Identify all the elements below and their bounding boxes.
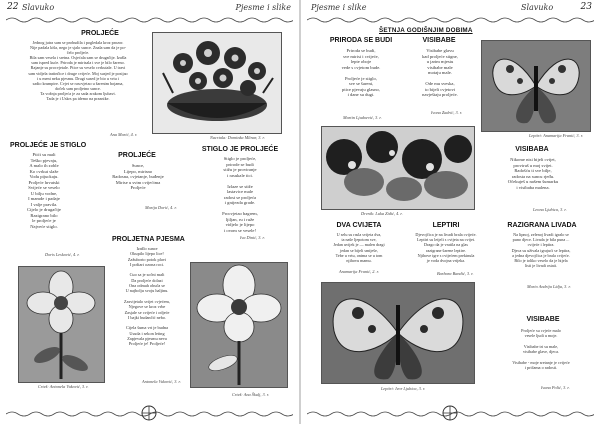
poem-author-proljece-2: Marija Dorić, 4. r.: [145, 205, 177, 210]
flower-basket-drawing: [152, 32, 282, 134]
poem-author-priroda-se-budi: Martin Ljudoević, 3. r.: [343, 115, 382, 120]
caption-tree-collage: Drvnik: Luka Zidić, 4. r.: [361, 211, 403, 216]
poem-author-stiglo-je-proljece: Iva Dinić, 3. r.: [240, 235, 265, 240]
poem-title-proljece: PROLJEĆE: [81, 30, 119, 37]
caption-butterfly-top: Leptiri: Anamarija Franić, 3. r.: [529, 133, 583, 138]
poem-text-proljece-je-stiglo: Ptići su mali Teško pjevaju, A malo ih zoble Ko cvrkut slaže Vodu pijuckaju. Proljeće hrvatski Svijeće se veselo U bilju vodne, I mamde i padaje I valje pravila. Cijelo je drugačije Razigrano bilo le proljeće je Najveće stiglo.: [27, 152, 61, 229]
poem-author-visibabe-1: Ivona Zadrić, 3. r.: [431, 110, 463, 115]
poem-text-leptiri: Djevojčica je na livadi brala cvijeće. Leptiri su letjeli s cvijeta na cvijet. Drago da je vratila na glas razigrane šarene leptire. Njihove igre s cvijećem prekinula je voda dvojna vrijeka.: [415, 232, 477, 264]
poem-text-stiglo-je-proljece: Stiglo je proljeće, prirode se budi stižu je proviranje i rasukale tici. Izlaze se stiže lastavice male radost se proljeća i gnijezda grade. Procvjetao bagrem, ljiljan, ru i ruže vidjelo je lijepo i ovom se vesele!: [222, 156, 258, 233]
poem-author-proljetna-pjesma: Antonela Vuković, 3. r.: [142, 379, 181, 384]
poem-title-dva-cvijeta: DVA CVIJETA: [336, 222, 382, 229]
butterfly-drawing-top: [481, 40, 591, 132]
left-page: [0, 0, 299, 424]
caption-flower-right: Crtež: Ana Škulj, 3. r.: [232, 392, 270, 397]
tree-collage-drawing: [321, 126, 475, 210]
poem-author-razigrana-livada: Mario Andrija Lidja, 3. r.: [527, 284, 571, 289]
poem-title-razigrana-livada: RAZIGRANA LIVADA: [507, 222, 577, 229]
poem-text-priroda-se-budi: Priroda se budi, sve mirisi i cvijeće, lepte oboje vede s cvjetom bude. Proljeće je stiglo, sve se šareni, ptice pjevaju glasno, i dane su dugi.: [341, 48, 381, 97]
caption-basket: Nacrtala: Dominka Mlinar, 3. r.: [210, 135, 265, 140]
poem-text-visibaba: Nikome nisi bijeli cvijet, proviruš u moj svijet. Radošću ti sve bilje, radosta na suncu rjeđu. Očekuješ u našem šumarku i visibaba malena.: [507, 157, 559, 190]
poem-author-leptiri: Barbara Bandić, 3. r.: [437, 271, 474, 276]
header-wave-decoration-right: [307, 16, 594, 24]
poem-title-proljece-je-stiglo: PROLJEĆE JE STIGLO: [10, 142, 87, 149]
poem-title-visibabe-1: VISIBABE: [422, 37, 456, 44]
poem-title-proljece-2: PROLJEĆE: [118, 152, 156, 159]
page-number-left: 22: [7, 2, 19, 12]
poem-text-proljece: Jednog jutra sam se probudila i pogledala kroz prozor. Nije padala kiša, nego je sjalo sunce. Znala sam da je po- čelo proljeće. Bila sam vesela i sretna. Osjećala sam se drugačije. Izašla sam ispred kuće. Priroda je mirisala i sve je bilo šareno. Rajanje su procvjetale. Ptice su veselo cvrkutale. U travi sam vidjela tratinčice i druge cvijeće. Moj susjed je posijao i u meni neku pjesmu. Drugi sused je bio u vrtu i sadio krumpire. Cvjet se rascvjetao u šarenim bojama, doček sam proljetno sunce. Ta vožnja proljeća je za sada zrakom ljubavi. Tada je i Uskrs pa idemo na praznike.: [28, 40, 128, 102]
poem-title-stiglo-je-proljece: STIGLO JE PROLJEĆE: [201, 146, 279, 153]
poem-title-priroda-se-budi: PRIRODA SE BUDI: [329, 37, 393, 44]
ornament-icon: [140, 404, 158, 422]
header-right-right: Slavuko: [521, 3, 554, 12]
poem-author-visibaba: Leona Ljubica, 3. r.: [533, 207, 567, 212]
flower-drawing-bottom-left: [18, 266, 105, 383]
poem-text-visibabe-2: Proljeće su cvjeće malo vesele ljudi u moje. Visibabe tri su male, visibabe glave, djeca. Visibabe - moje sretanje je cvijeće i pričama o radosti.: [512, 328, 570, 371]
header-wave-decoration: [6, 16, 293, 24]
header-left: Slavuko: [22, 3, 55, 12]
poem-author-proljece: Ana Marić, 4. r.: [110, 132, 138, 137]
poem-text-proljece-2: Sunce, Lijepo, mirisno Radosna, cvjetanje, buđenje Mirise u svim cvijećima Proljeće: [112, 163, 164, 190]
caption-flower-left: Crtež: Antonela Vuković, 3. r.: [38, 384, 89, 389]
poem-title-visibaba: VISIBABA: [515, 146, 549, 153]
right-page: [301, 0, 600, 424]
poem-title-visibabe-2: VISIBABE: [526, 316, 560, 323]
flower-drawing-bottom-right: [190, 262, 288, 388]
poem-text-proljetna-pjesma: Izašlo sunce Okupilo lijepo lice! Zažuborio potok plavi I poštari ozona roci. Cuo sa je sočni mali Da proljeće dolazi Ona odmah obuča se U najbolju svoju haljinu. Zasvijetalo svijet cvjećem, Njegove se kroz vrbe Zasjale se cvijeće i odjeće I bajki budančić nebo. Cijela šuma vrt je budna Usuda i sekon leting Zapjevala pjesmu neva Proljeće je! Proljeće!: [124, 246, 170, 347]
section-title: ŠETNJA GODIŠNJIM DOBIMA: [379, 27, 473, 34]
poem-author-visibabe-2: Ivana Polić, 3. r.: [541, 385, 570, 390]
poem-text-visibabe-1: Visibabe glavu kad proljeće stigne, u jarim mjestu visibabe male motaju male. Ode mu sveska, to bijeli cvjetovi navještaju proljeće.: [422, 48, 458, 97]
butterfly-drawing-bottom: [321, 282, 475, 384]
header-left-right: Pjesme i slike: [311, 3, 367, 12]
header-right: Pjesme i slike: [235, 3, 291, 12]
page-number-right: 23: [580, 2, 592, 12]
poem-author-proljece-je-stiglo: Doris Lesković, 4. r.: [45, 252, 80, 257]
poem-text-dva-cvijeta: U selu su rasla svijeta dva, ta naše ljepotom sve, Jedan uvijek je — malen dragi jedan se bijeli smiješe, Tebe u vrtu, onima se u tom njihovu mamu.: [333, 232, 385, 264]
poem-title-proljetna-pjesma: PROLJETNA PJESMA: [112, 236, 185, 243]
poem-author-dva-cvijeta: Anamarija Franić, 2. r.: [339, 269, 379, 274]
poem-title-leptiri: LEPTIRI: [432, 222, 460, 229]
poem-text-razigrana-livada: Na lipnoj, zelenoj livadi igralo se puno djece. Livada je bila puna ... cvijeće i leptira. Djeca su uživala igrajući se leptira, a jedna djevojčica je brala cvijeće. Bilo je toliko veselo da je htjela listi je livadi ostati.: [511, 232, 571, 269]
caption-butterfly-bottom: Leptiri: Ivor Ljubica, 3. r.: [381, 386, 426, 391]
ornament-icon-right: [441, 404, 459, 422]
